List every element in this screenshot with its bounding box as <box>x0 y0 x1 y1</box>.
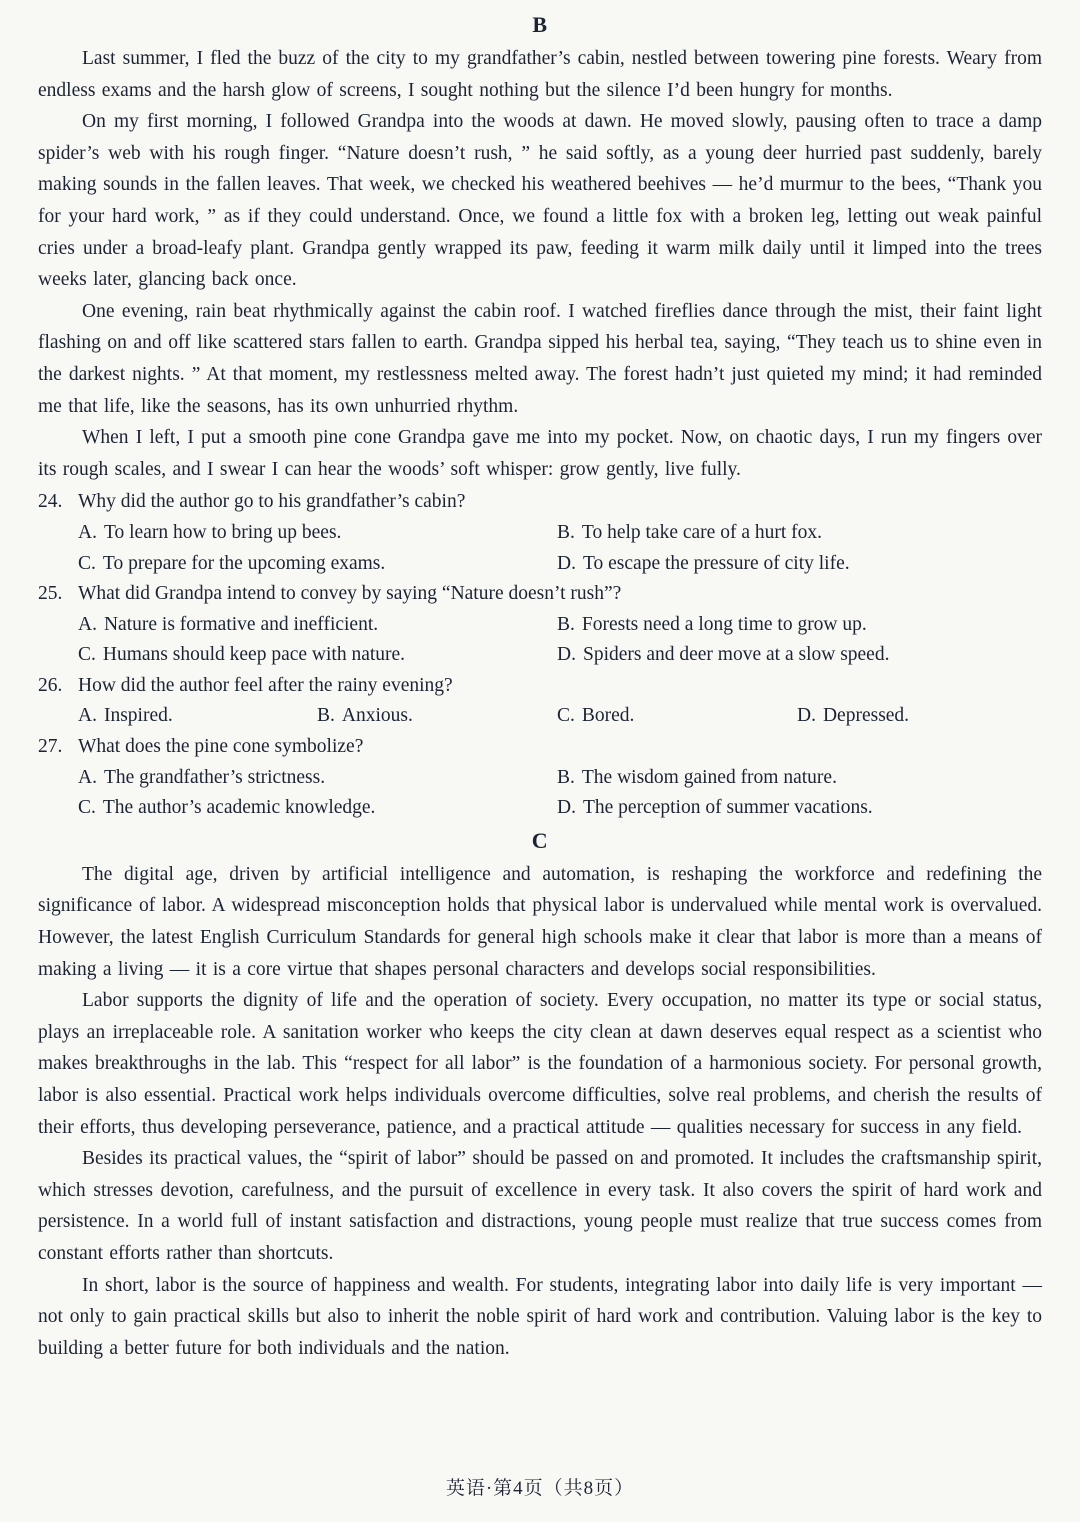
option-label: C. <box>78 552 96 574</box>
section-b-title: B <box>532 12 548 37</box>
option-26-b <box>317 701 557 732</box>
passage-b-paragraph-3: One evening, rain beat rhythmically against the cabin roof. I watched fireflies dance through the mist, their faint light flashing on and off like scattered stars fallen to earth. Grandpa sipped his herbal tea, saying, “They teach us to shine even in the darkest nights. ” At that moment, my restlessness melted away. The forest hadn’t just quieted my mind; it had reminded me that life, like the seasons, has its own unhurried rhythm. <box>38 300 1042 417</box>
option-24-c <box>78 549 557 580</box>
question-25-text: What did Grandpa intend to convey by saying “Nature doesn’t rush”? <box>78 583 622 605</box>
question-25 <box>38 579 1042 671</box>
option-24-d <box>557 549 1042 580</box>
passage-c-paragraph-2: Labor supports the dignity of life and the operation of society. Every occupation, no matter its type or social status, plays an irreplaceable role. A sanitation worker who keeps the city clean at dawn deserves equal respect as a scientist who makes breakthroughs in the lab. This “respect for all labor” is the foundation of a harmonious society. For personal growth, labor is also essential. Practical work helps individuals overcome difficulties, solve real problems, and cherish the results of their efforts, thus developing perseverance, patience, and a practical attitude — qualities necessary for success in any field. <box>38 990 1042 1138</box>
option-label: C. <box>78 644 96 666</box>
question-26-options <box>78 701 1042 732</box>
question-27-number: 27. <box>38 736 63 758</box>
question-25-options <box>78 610 1042 671</box>
option-text: To prepare for the upcoming exams. <box>102 552 386 574</box>
question-27-text: What does the pine cone symbolize? <box>78 736 364 758</box>
option-27-a <box>78 763 557 794</box>
option-label: A. <box>78 705 97 727</box>
passage-b-paragraph-4: When I left, I put a smooth pine cone Grandpa gave me into my pocket. Now, on chaotic days, I run my fingers over its rough scales, and I swear I can hear the woods’ soft whisper: grow gently, live fully. <box>38 427 1042 480</box>
passage-c-paragraph-4: In short, labor is the source of happiness and wealth. For students, integrating labor into daily life is very important — not only to gain practical skills but also to inherit the noble spirit of hard work and contribution. Valuing labor is the key to building a better future for both individuals and the nation. <box>38 1274 1042 1359</box>
option-27-d <box>557 793 1042 824</box>
option-25-c <box>78 640 557 671</box>
option-label: D. <box>557 552 576 574</box>
question-24-options <box>78 518 1042 579</box>
passage-b-paragraph-2: On my first morning, I followed Grandpa into the woods at dawn. He moved slowly, pausing often to trace a damp spider’s web with his rough finger. “Nature doesn’t rush, ” he said softly, as a young deer hurried past suddenly, barely making sounds in the fallen leaves. That week, we checked his weathered beehives — he’d murmur to the bees, “Thank you for your hard work, ” as if they could understand. Once, we found a little fox with a broken leg, letting out weak painful cries under a broad-leafy plant. Grandpa gently wrapped its paw, feeding it warm milk daily until it limped into the trees weeks later, glancing back once. <box>38 111 1042 291</box>
option-text: Bored. <box>581 705 635 727</box>
question-26-number: 26. <box>38 674 63 696</box>
option-text: Forests need a long time to grow up. <box>581 613 867 635</box>
passage-b-paragraph-1: Last summer, I fled the buzz of the city to my grandfather’s cabin, nestled between towering pine forests. Weary from endless exams and the harsh glow of screens, I sought nothing but the silence I’d been hungry for months. <box>38 48 1042 101</box>
option-27-b <box>557 763 1042 794</box>
option-label: D. <box>797 705 816 727</box>
section-c-title: C <box>531 827 549 853</box>
option-text: The wisdom gained from nature. <box>581 766 837 788</box>
option-26-a <box>78 701 317 732</box>
option-label: D. <box>557 797 576 819</box>
option-26-c <box>557 701 797 732</box>
option-label: A. <box>78 521 97 543</box>
option-27-c <box>78 793 557 824</box>
option-24-a <box>78 518 557 549</box>
option-text: The author’s academic knowledge. <box>102 797 376 819</box>
option-25-a <box>78 610 557 641</box>
page-footer: 英语·第4页（共8页） <box>445 1478 635 1499</box>
question-24-text: Why did the author go to his grandfather’s cabin? <box>78 491 466 513</box>
option-text: Depressed. <box>822 705 910 727</box>
option-label: B. <box>557 766 575 788</box>
option-label: C. <box>78 797 96 819</box>
option-text: Spiders and deer move at a slow speed. <box>582 644 890 666</box>
question-24 <box>38 487 1042 579</box>
option-text: The grandfather’s strictness. <box>103 766 326 788</box>
passage-c-paragraph-1: The digital age, driven by artificial intelligence and automation, is reshaping the workforce and redefining the significance of labor. A widespread misconception holds that physical labor is undervalued while mental work is overvalued. However, the latest English Curriculum Standards for general high schools make it clear that labor is more than a means of making a living — it is a core virtue that shapes personal characters and develops social responsibilities. <box>38 863 1042 980</box>
question-26 <box>38 671 1042 732</box>
option-text: To help take care of a hurt fox. <box>581 521 823 543</box>
question-26-text: How did the author feel after the rainy evening? <box>78 674 453 696</box>
option-text: Humans should keep pace with nature. <box>102 644 406 666</box>
question-25-number: 25. <box>38 583 63 605</box>
question-27 <box>38 732 1042 824</box>
option-label: B. <box>557 613 575 635</box>
question-24-number: 24. <box>38 491 63 513</box>
option-25-d <box>557 640 1042 671</box>
question-27-options <box>78 763 1042 824</box>
option-25-b <box>557 610 1042 641</box>
option-label: B. <box>317 705 335 727</box>
passage-c-paragraph-3: Besides its practical values, the “spirit of labor” should be passed on and promoted. It includes the craftsmanship spirit, which stresses devotion, carefulness, and the pursuit of excellence in every task. It also covers the spirit of hard work and persistence. In a world full of instant satisfaction and distractions, young people must realize that true success comes from constant efforts rather than shortcuts. <box>38 1148 1042 1264</box>
option-text: Anxious. <box>341 705 413 727</box>
option-text: To learn how to bring up bees. <box>103 521 342 543</box>
option-label: A. <box>78 766 97 788</box>
question-block <box>38 487 1042 824</box>
option-label: B. <box>557 521 575 543</box>
option-text: Inspired. <box>103 705 173 727</box>
option-text: The perception of summer vacations. <box>582 797 873 819</box>
option-text: To escape the pressure of city life. <box>582 552 850 574</box>
option-text: Nature is formative and inefficient. <box>103 613 379 635</box>
option-26-d <box>797 701 1042 732</box>
option-24-b <box>557 518 1042 549</box>
option-label: D. <box>557 644 576 666</box>
option-label: A. <box>78 613 97 635</box>
option-label: C. <box>557 705 575 727</box>
